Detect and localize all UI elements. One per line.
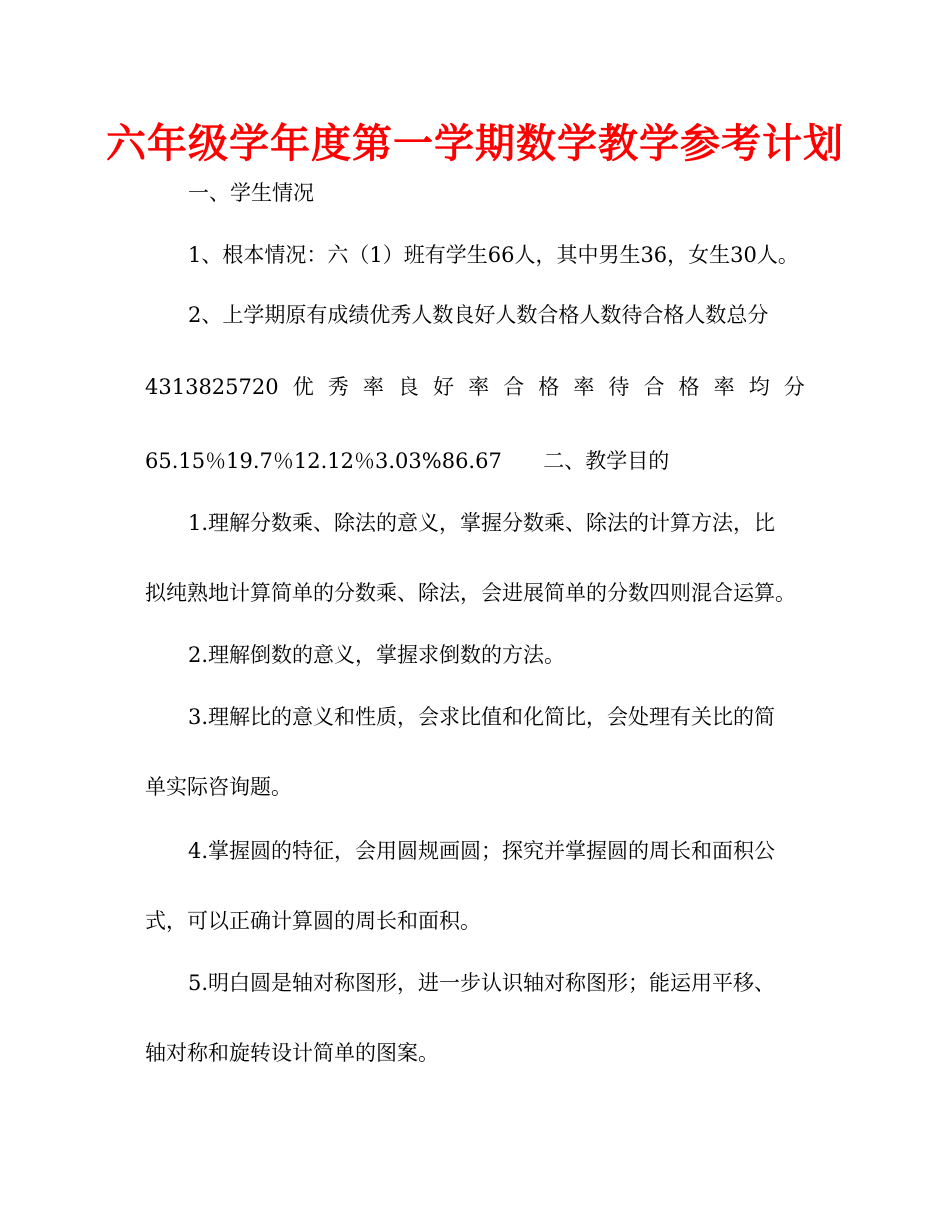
- stats-header-char: 率: [573, 375, 595, 399]
- stats-header-char: 秀: [327, 375, 349, 399]
- goal-item-2: 2.理解倒数的意义，掌握求倒数的方法。: [188, 643, 566, 667]
- stats-header-char: 率: [362, 375, 384, 399]
- stats-header-char: 分: [783, 375, 805, 399]
- goal-item-4-line2: 式，可以正确计算圆的周长和面积。: [145, 909, 481, 933]
- goal-item-1-line1: 1.理解分数乘、除法的意义，掌握分数乘、除法的计算方法，比: [188, 511, 776, 535]
- goal-item-3-line2: 单实际咨询题。: [145, 775, 292, 799]
- stats-header-char: 好: [433, 375, 454, 399]
- stats-header-row: [145, 372, 805, 402]
- stats-values-row: [145, 446, 805, 476]
- stats-header-char: 率: [713, 375, 735, 399]
- section-heading-students: 一、学生情况: [188, 181, 314, 205]
- goal-item-3-line1: 3.理解比的意义和性质，会求比值和化简比，会处理有关比的简: [188, 705, 776, 729]
- goal-item-4-line1: 4.掌握圆的特征，会用圆规画圆；探究并掌握圆的周长和面积公: [188, 839, 776, 863]
- paragraph-basic-info: 1、根本情况：六（1）班有学生66人，其中男生36，女生30人。: [188, 243, 799, 267]
- stats-header-char: 格: [678, 375, 700, 399]
- stats-header-char: 格: [538, 375, 560, 399]
- goal-item-1-line2: 拟纯熟地计算简单的分数乘、除法，会进展简单的分数四则混合运算。: [145, 581, 796, 605]
- stats-header-char: 合: [643, 375, 665, 399]
- stats-values: 65.15％19.7％12.12％3.03%86.67: [145, 449, 502, 473]
- stats-header-char: 合: [503, 375, 525, 399]
- stats-header-char: 率: [468, 375, 490, 399]
- stats-header-char: 良: [397, 375, 419, 399]
- stats-number: 4313825720: [145, 375, 279, 399]
- document-title: 六年级学年度第一学期数学教学参考计划: [106, 121, 844, 167]
- stats-header-char: 待: [608, 375, 630, 399]
- stats-header-char: 均: [748, 375, 770, 399]
- section-heading-goals: 二、教学目的: [543, 449, 670, 473]
- goal-item-5-line1: 5.明白圆是轴对称图形，进一步认识轴对称图形；能运用平移、: [188, 971, 776, 995]
- stats-header-char: 优: [292, 375, 314, 399]
- paragraph-last-term: 2、上学期原有成绩优秀人数良好人数合格人数待合格人数总分: [188, 303, 769, 327]
- goal-item-5-line2: 轴对称和旋转设计简单的图案。: [145, 1041, 439, 1065]
